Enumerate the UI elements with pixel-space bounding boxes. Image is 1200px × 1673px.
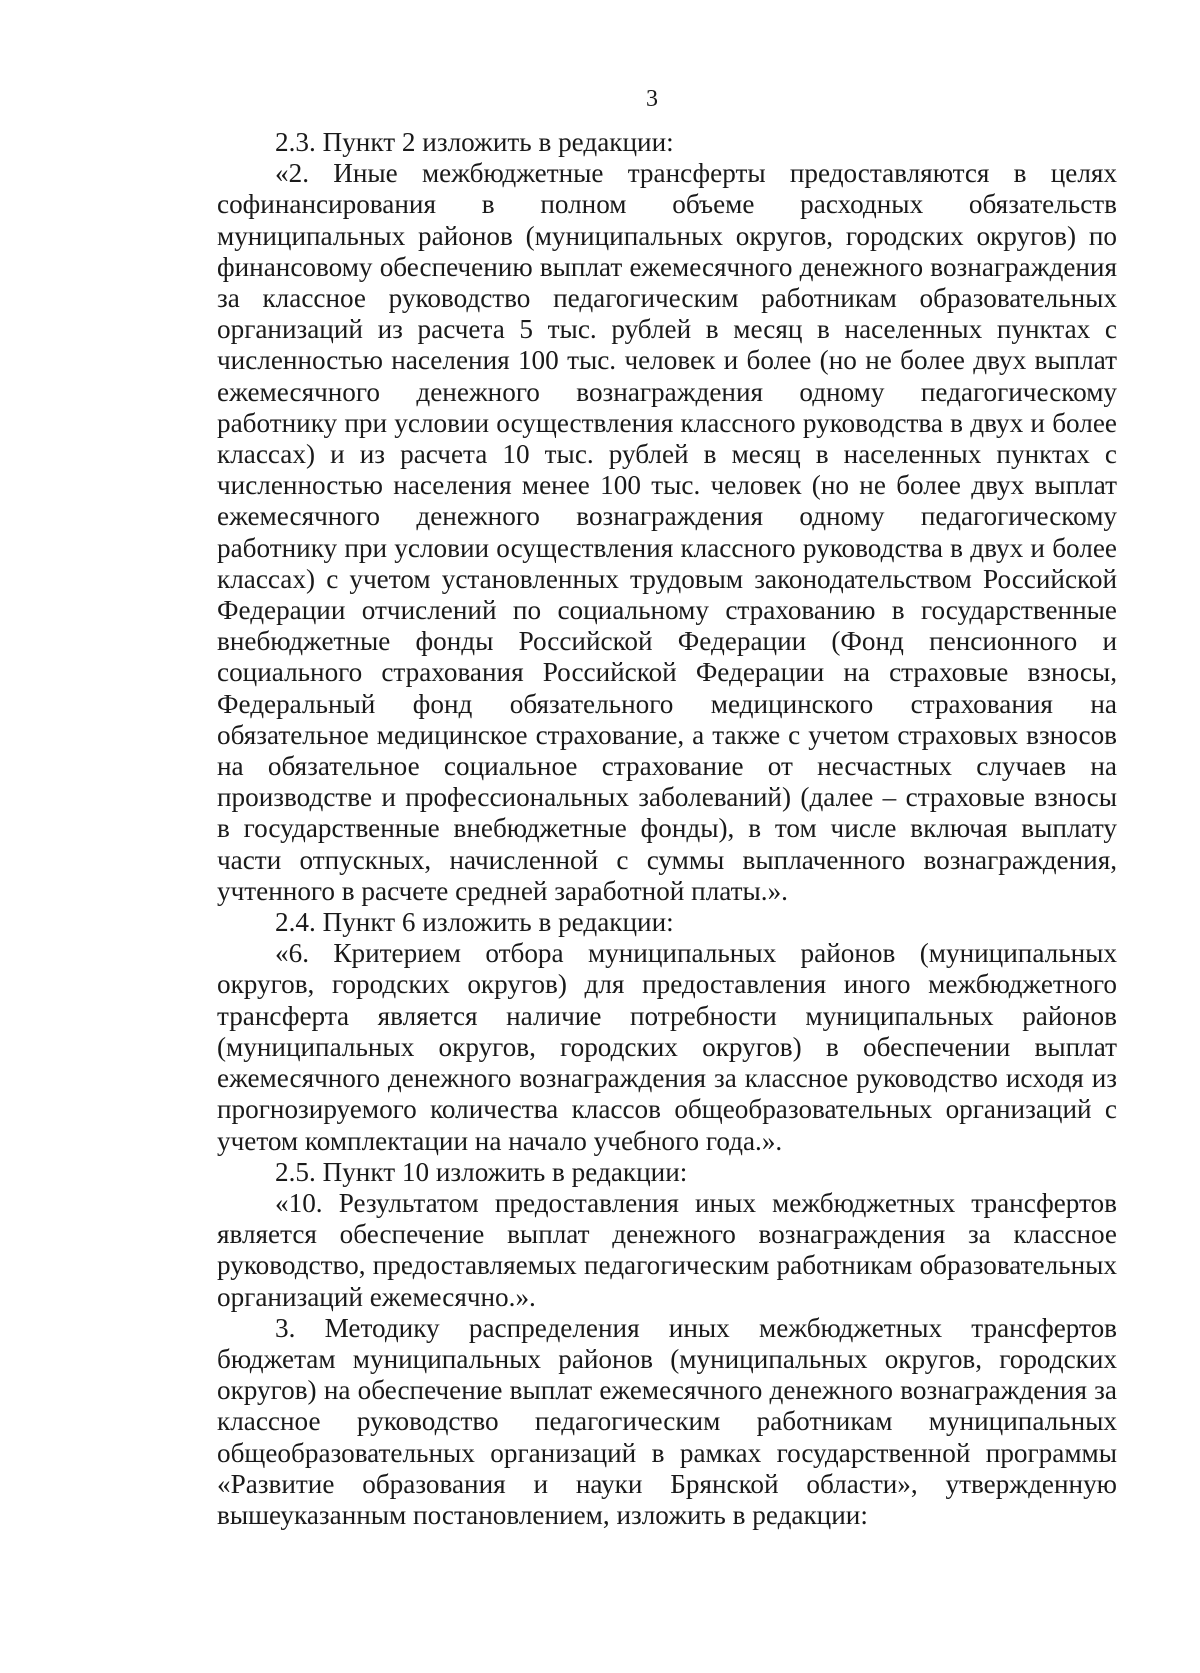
paragraph-2-5-heading: 2.5. Пункт 10 изложить в редакции: [275, 1156, 688, 1187]
paragraph-item-2-text: «2. Иные межбюджетные трансферты предоставляются в целях софинансирования в полном объеме расходных обязательств муниципальных районов (муниципальных округов, городских округов) по финансовому обеспечению выплат ежемесячного денежного вознаграждения за классное руководство педагогическим работникам образовательных организаций из расчета 5 тыс. рублей в месяц в населенных пунктах с численностью населения 100 тыс. человек и более (но не более двух выплат ежемесячного денежного вознаграждения одному педагогическому работнику при условии осуществления классного руководства в двух и более классах) и из расчета 10 тыс. рублей в месяц в населенных пунктах с численностью населения менее 100 тыс. человек (но не более двух выплат ежемесячного денежного вознаграждения одному педагогическому работнику при условии осуществления классного руководства в двух и более классах) с учетом установленных трудовым законодательством Российской Федерации отчислений по социальному страхованию в государственные внебюджетные фонды Российской Федерации (Фонд пенсионного и социального страхования Российской Федерации на страховые взносы, Федеральный фонд обязательного медицинского страхования на обязательное медицинское страхование, а также с учетом страховых взносов на обязательное социальное страхование от несчастных случаев на производстве и профессиональных заболеваний) (далее – страховые взносы в государственные внебюджетные фонды), в том числе включая выплату части отпускных, начисленной с суммы выплаченного вознаграждения, учтенного в расчете средней заработной платы.». [217, 158, 1117, 906]
paragraph-item-6-text: «6. Критерием отбора муниципальных районов (муниципальных округов, городских округов) для предоставления иного межбюджетного трансферта является наличие потребности муниципальных районов (муниципальных округов, городских округов) в обеспечении выплат ежемесячного денежного вознаграждения за классное руководство исходя из прогнозируемого количества классов общеобразовательных организаций с учетом комплектации на начало учебного года.». [217, 938, 1117, 1156]
page-number: 3 [646, 86, 658, 112]
paragraph-3-methodology: 3. Методику распределения иных межбюджетных трансфертов бюджетам муниципальных районов (муниципальных округов, городских округов) на обеспечение выплат ежемесячного денежного вознаграждения за классное руководство педагогическим работникам муниципальных общеобразовательных организаций в рамках государственной программы «Развитие образования и науки Брянской области», утвержденную вышеуказанным постановлением, изложить в редакции: [217, 1312, 1117, 1530]
paragraph-item-10-text: «10. Результатом предоставления иных межбюджетных трансфертов является обеспечение выплат денежного вознаграждения за классное руководство, предоставляемых педагогическим работникам образовательных организаций ежемесячно.». [217, 1187, 1117, 1312]
paragraph-2-3-heading: 2.3. Пункт 2 изложить в редакции: [275, 127, 674, 157]
paragraph-2-4-heading: 2.4. Пункт 6 изложить в редакции: [275, 907, 674, 938]
document-body [217, 127, 1117, 1531]
